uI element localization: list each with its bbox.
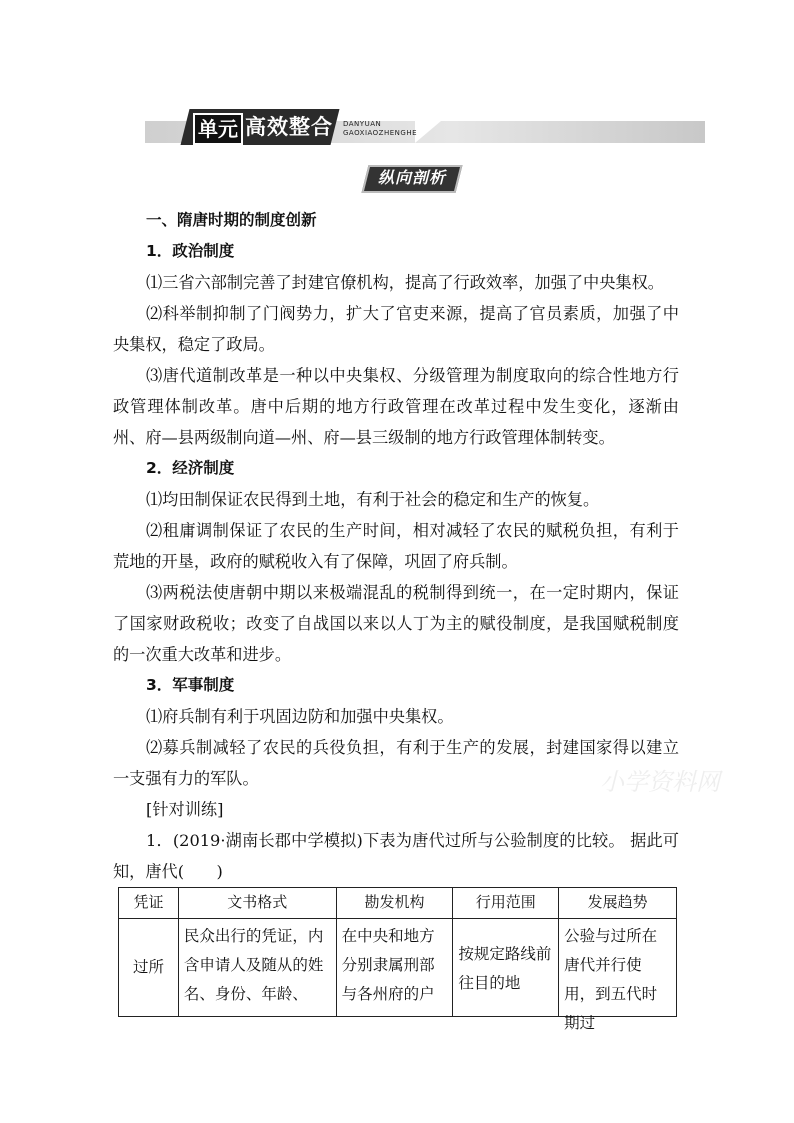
banner-pinyin <box>343 120 417 138</box>
watermark: 小学资料网 <box>600 768 720 796</box>
paragraph: ⑶两税法使唐朝中期以来极端混乱的税制得到统一，在一定时期内，保证了国家财政税收；改变了自战国以来以人丁为主的赋役制度，是我国赋税制度的一次重大改革和进步。 <box>113 583 679 664</box>
table-header-cell: 发展趋势 <box>559 888 677 919</box>
banner-pinyin-line-2: GAOXIAOZHENGHE <box>343 129 418 137</box>
subsection-heading-political: 1．政治制度 <box>146 242 235 260</box>
table-cell <box>453 919 559 1017</box>
paragraph: ⑵科举制抑制了门阀势力，扩大了官吏来源，提高了官员素质，加强了中央集权，稳定了政局。 <box>113 304 679 354</box>
table-cell <box>178 919 336 1017</box>
table-row <box>119 919 677 1017</box>
cell-text-scope: 按规定路线前往目的地 <box>458 945 552 992</box>
banner-title-box: 单元 <box>193 113 243 145</box>
paragraph: ⑵租庸调制保证了农民的生产时间，相对减轻了农民的赋税负担，有利于荒地的开垦，政府的赋税收入有了保障，巩固了府兵制。 <box>113 521 679 571</box>
paragraph: ⑵募兵制减轻了农民的兵役负担，有利于生产的发展，封建国家得以建立一支强有力的军队。 <box>113 738 679 788</box>
subsection-heading-economic: 2．经济制度 <box>146 459 235 477</box>
unit-banner <box>145 106 705 146</box>
banner-title: 高效整合 <box>245 115 333 139</box>
document-body <box>113 205 679 887</box>
cell-text-agency: 在中央和地方分别隶属刑部与各州府的户 <box>341 927 435 1003</box>
paragraph: ⑴均田制保证农民得到土地，有利于社会的稳定和生产的恢复。 <box>146 490 600 509</box>
comparison-table <box>118 887 677 1032</box>
table-cell <box>336 919 453 1017</box>
table-row-label: 过所 <box>119 919 179 1017</box>
table-header-cell: 行用范围 <box>453 888 559 919</box>
subtitle-tag: 纵向剖析 <box>377 168 446 187</box>
paragraph: ⑶唐代道制改革是一种以中央集权、分级管理为制度取向的综合性地方行政管理体制改革。唐中后期的地方行政管理在改革过程中发生变化，逐渐由州、府—县两级制向道—州、府—县三级制的地方行政管理体制转变。 <box>113 366 679 447</box>
cell-text-trend: 公验与过所在唐代并行使用，到五代时期过 <box>564 927 658 1032</box>
training-label: [针对训练] <box>146 800 224 819</box>
question-1: 1．(2019·湖南长郡中学模拟)下表为唐代过所与公验制度的比较。 据此可知，唐代( ) <box>113 831 679 881</box>
table-header-row <box>119 888 677 919</box>
banner-pinyin-line-1: DANYUAN <box>343 120 382 128</box>
table-header-cell: 凭证 <box>119 888 179 919</box>
banner-notch <box>415 121 441 143</box>
paragraph: ⑴三省六部制完善了封建官僚机构，提高了行政效率，加强了中央集权。 <box>146 273 664 292</box>
table-cell <box>559 919 677 1032</box>
cell-text-format: 民众出行的凭证，内含申请人及随从的姓名、身份、年龄、 <box>183 927 324 1003</box>
subsection-heading-military: 3．军事制度 <box>146 676 235 694</box>
table-header-cell: 文书格式 <box>178 888 336 919</box>
section-heading: 一、隋唐时期的制度创新 <box>146 211 317 229</box>
table-header-cell: 勘发机构 <box>336 888 453 919</box>
paragraph: ⑴府兵制有利于巩固边防和加强中央集权。 <box>146 707 454 726</box>
